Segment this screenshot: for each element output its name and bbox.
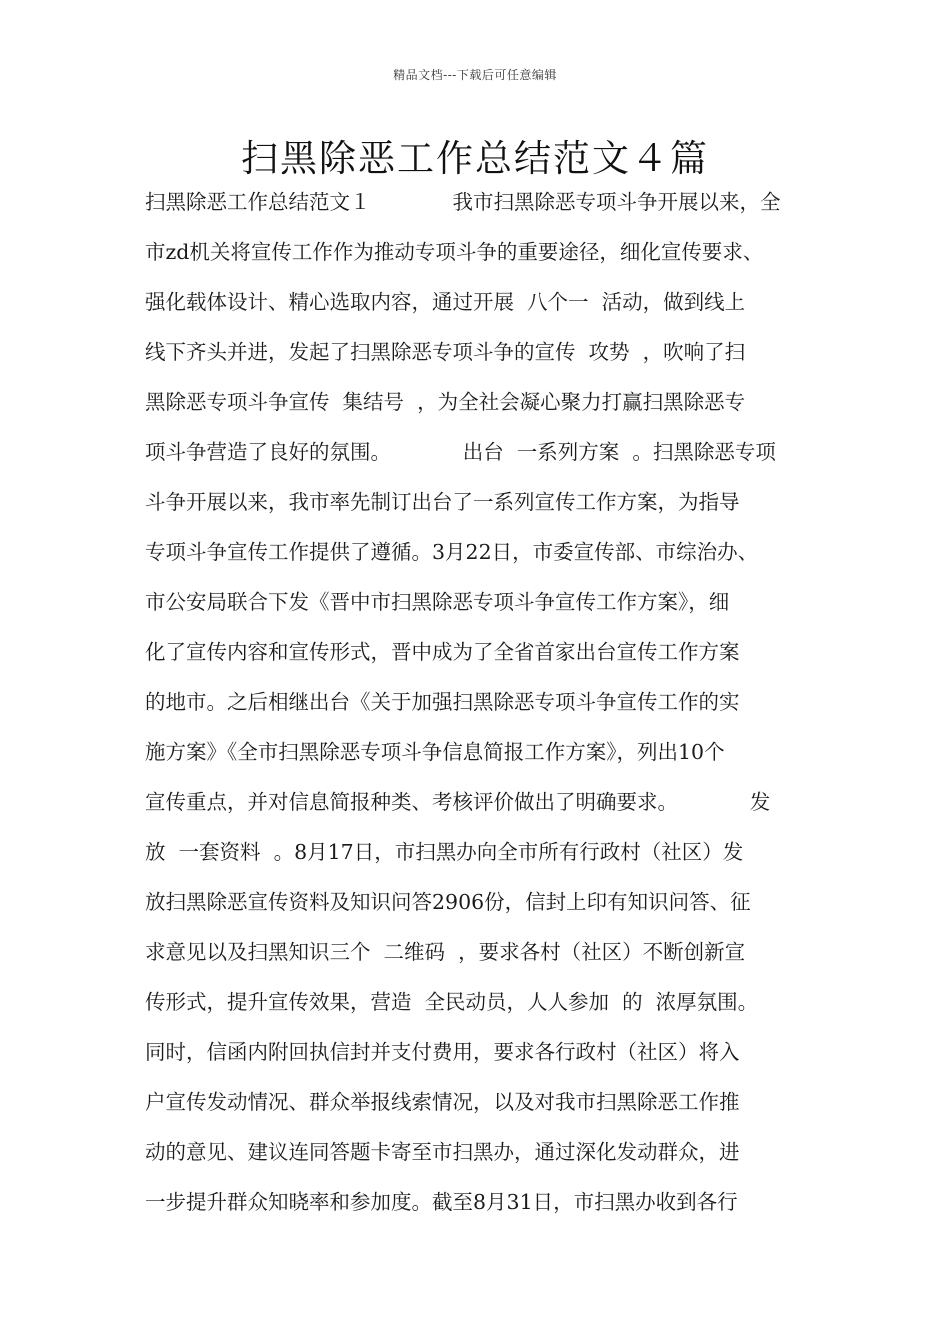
body-line: 户宣传发动情况、群众举报线索情况，以及对我市扫黑除恶工作推 [145, 1090, 740, 1114]
body-line: 一步提升群众知晓率和参加度。截至8月31日，市扫黑办收到各行 [145, 1190, 738, 1214]
body-line: 线下齐头并进，发起了扫黑除恶专项斗争的宣传 攻势 ，吹响了扫 [145, 340, 746, 364]
body-line: 市zd机关将宣传工作作为推动专项斗争的重要途径，细化宣传要求、 [145, 240, 764, 264]
body-line: 化了宣传内容和宣传形式，晋中成为了全省首家出台宣传工作方案 [145, 640, 740, 664]
body-line: 斗争开展以来，我市率先制订出台了一系列宣传工作方案，为指导 [145, 490, 740, 514]
body-line: 的地市。之后相继出台《关于加强扫黑除恶专项斗争宣传工作的实 [145, 690, 740, 714]
body-line: 黑除恶专项斗争宣传 集结号 ，为全社会凝心聚力打赢扫黑除恶专 [145, 390, 746, 414]
document-title: 扫黑除恶工作总结范文４篇 [241, 137, 709, 180]
body-line: 项斗争营造了良好的氛围。 出台 一系列方案 。扫黑除恶专项 [145, 440, 776, 464]
page-header-caption: 精品文档---下载后可任意编辑 [393, 68, 557, 82]
body-line: 强化载体设计、精心选取内容，通过开展 八个一 活动，做到线上 [145, 290, 746, 314]
body-line: 专项斗争宣传工作提供了遵循。3月22日，市委宣传部、市综治办、 [145, 540, 759, 564]
body-line: 施方案》《全市扫黑除恶专项斗争信息简报工作方案》，列出10个 [145, 740, 725, 764]
body-line: 同时，信函内附回执信封并支付费用，要求各行政村（社区）将入 [145, 1040, 740, 1064]
body-line: 传形式，提升宣传效果，营造 全民动员，人人参加 的 浓厚氛围。 [145, 990, 759, 1014]
body-line: 宣传重点，并对信息简报种类、考核评价做出了明确要求。 发 [145, 790, 771, 814]
body-line: 市公安局联合下发《晋中市扫黑除恶专项斗争宣传工作方案》，细 [145, 590, 730, 614]
document-body [145, 177, 825, 1227]
body-line: 求意见以及扫黑知识三个 二维码 ，要求各村（社区）不断创新宣 [145, 940, 746, 964]
body-line: 放 一套资料 。8月17日，市扫黑办向全市所有行政村（社区）发 [145, 840, 744, 864]
body-line: 动的意见、建议连同答题卡寄至市扫黑办，通过深化发动群众，进 [145, 1140, 740, 1164]
body-line: 扫黑除恶工作总结范文１ 我市扫黑除恶专项斗争开展以来，全 [145, 190, 781, 214]
body-line: 放扫黑除恶宣传资料及知识问答2906份，信封上印有知识问答、征 [145, 890, 751, 914]
